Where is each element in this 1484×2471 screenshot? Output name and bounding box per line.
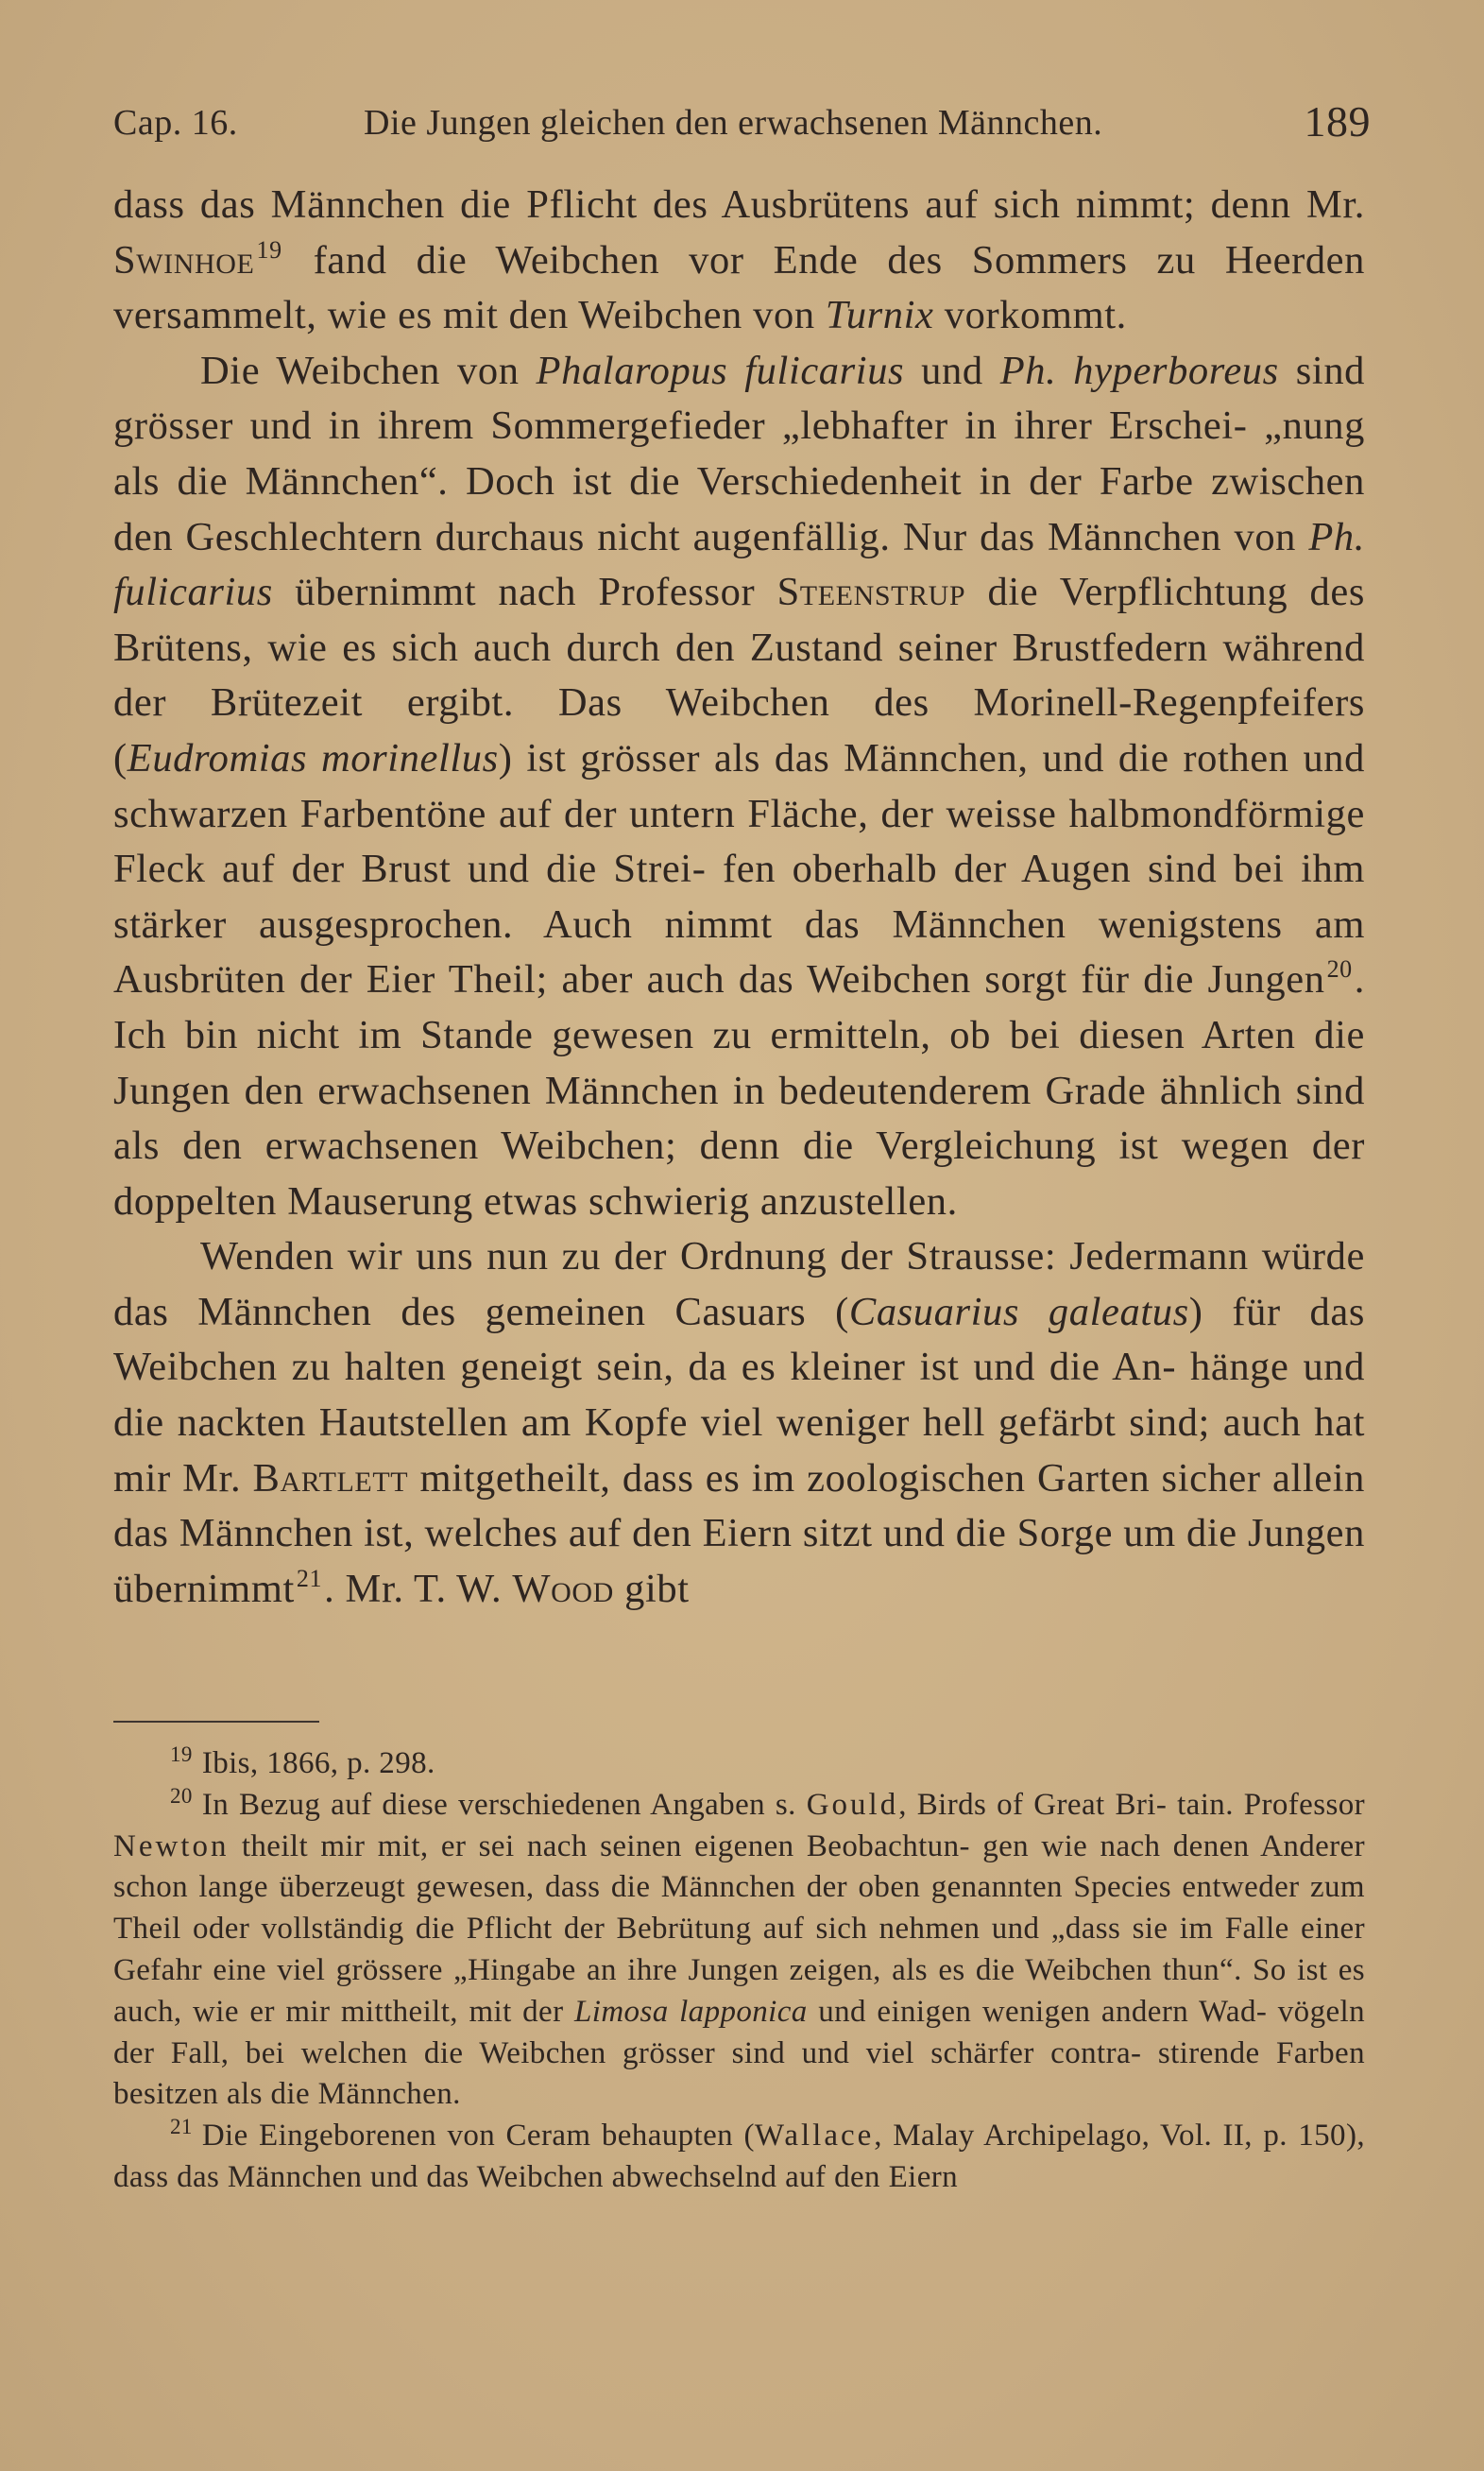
footnote-ref: 19 — [256, 235, 282, 264]
text-run: ) für das Weibchen zu halten geneigt sein, da es kleiner ist und die An- hänge und die nackten Hautstellen am Kopfe viel weniger hell gefärbt sind; auch hat mir Mr. — [113, 1289, 1366, 1501]
paragraph-3 — [113, 1229, 1365, 1617]
author-name: Steenstrup — [776, 570, 966, 615]
text-run: In Bezug auf diese verschiedenen Angaben s. — [201, 1787, 807, 1822]
footnote-divider — [113, 1721, 319, 1723]
taxon-name: Ph. hyperboreus — [999, 348, 1279, 393]
taxon-name: Phalaropus fulicarius — [536, 348, 905, 393]
text-run: , Birds of Great Bri- tain. Professor — [898, 1787, 1365, 1822]
taxon-name: Casuarius galeatus — [848, 1289, 1189, 1334]
taxon-name: Limosa lapponica — [574, 1994, 808, 2029]
text-run: mitgetheilt, dass es im zoologischen Garten sicher allein das Männchen ist, welches auf den Eiern sitzt und die Sorge um die Jungen übernimmt — [113, 1455, 1365, 1611]
author-name: Gould — [806, 1787, 899, 1822]
text-run: . Ich bin nicht im Stande gewesen zu ermitteln, ob bei diesen Arten die Jungen den erwachsenen Männchen in bedeutenderem Grade ähnlich sind als den erwachsenen Weibchen; denn die Vergleichung ist wegen der doppelten Mauserung etwas schwierig anzustellen. — [113, 957, 1365, 1224]
text-run: die Verpflichtung des Brütens, wie es sich auch durch den Zustand seiner Brustfedern während der Brütezeit ergibt. Das Weibchen des Morinell-Regenpfeifers ( — [113, 570, 1365, 781]
text-run: sind grösser und in ihrem Sommergefieder „lebhafter in ihrer Erschei- „nung als die Männchen“. Doch ist die Verschiedenheit in der Farbe zwischen den Geschlechtern durchaus nicht augenfällig. Nur das Männchen von — [113, 348, 1366, 559]
running-title: Die Jungen gleichen den erwachsenen Männchen. — [364, 103, 1103, 143]
text-run: dass das Männchen die Pflicht des Ausbrütens auf sich nimmt; denn Mr. — [113, 182, 1365, 227]
text-run: und — [904, 348, 1000, 393]
text-run: Ibis, 1866, p. 298. — [201, 1746, 435, 1780]
footnote-ref: 20 — [1326, 955, 1353, 984]
author-name: Wallace — [754, 2119, 875, 2154]
footnote-number: 19 — [170, 1742, 193, 1766]
text-run: übernimmt nach Professor — [272, 570, 777, 615]
text-run: fand die Weibchen vor Ende des Sommers zu Heerden versammelt, wie es mit den Weibchen von — [113, 237, 1365, 338]
author-name: Wood — [512, 1566, 614, 1611]
text-run: ) ist grösser als das Männchen, und die rothen und schwarzen Farbentöne auf der untern Fläche, der weisse halbmondförmige Fleck auf der Brust und die Strei- fen oberhalb der Augen sind bei ihm stärker ausgesprochen. Auch nimmt das Männchen wenigstens am Ausbrüten der Eier Theil; aber auch das Weibchen sorgt für die Jungen — [113, 735, 1365, 1003]
author-name: Bartlett — [252, 1455, 409, 1501]
taxon-name: Turnix — [825, 293, 934, 338]
text-run: . Mr. T. W. — [324, 1566, 513, 1611]
text-run: theilt mir mit, er sei nach seinen eigenen Beobachtun- gen wie nach denen Anderer schon lange überzeugt gewesen, dass die Männchen der oben genannten Species entweder zum Theil oder vollständig die Pflicht der Bebrütung auf sich nehmen und „dass sie im Falle einer Gefahr eine viel grössere „Hingabe an ihre Jungen zeigen, als es die Weibchen thun“. So ist es auch, wie er mir mittheilt, mit der — [113, 1828, 1365, 2029]
footnote-ref: 21 — [296, 1564, 323, 1592]
footnote-number: 20 — [170, 1783, 193, 1808]
footnote-19 — [113, 1743, 1365, 1785]
footnote-20 — [113, 1785, 1365, 2116]
author-name: Newton — [113, 1828, 230, 1863]
taxon-name: Eudromias morinellus — [127, 735, 499, 781]
text-run: Die Eingeborenen von Ceram behaupten ( — [201, 2119, 755, 2154]
text-run: gibt — [613, 1566, 690, 1611]
page-number: 189 — [1304, 97, 1371, 146]
taxon-name: Ph. fulicarius — [113, 514, 1365, 615]
chapter-label: Cap. 16. — [113, 103, 238, 143]
text-run: und einigen wenigen andern Wad- vögeln der Fall, bei welchen die Weibchen grösser sind und viel schärfer contra- stirende Farben besitzen als die Männchen. — [113, 1994, 1365, 2112]
running-header — [113, 97, 1371, 159]
author-name: Swinhoe — [113, 237, 255, 283]
text-run: , Malay Archipelago, Vol. II, p. 150), dass das Männchen und das Weibchen abwechselnd auf den Eiern — [113, 2119, 1365, 2194]
paragraph-2 — [113, 344, 1365, 1230]
footnote-21 — [113, 2116, 1365, 2199]
text-run: Die Weibchen von — [200, 348, 537, 393]
paragraph-1 — [113, 178, 1365, 344]
footnote-number: 21 — [170, 2115, 193, 2139]
text-run: vorkommt. — [933, 293, 1127, 338]
main-text — [113, 178, 1365, 1617]
footnotes — [113, 1743, 1365, 2199]
text-run: Wenden wir uns nun zu der Ordnung der Strausse: Jedermann würde das Männchen des gemeinen Casuars ( — [113, 1234, 1365, 1334]
